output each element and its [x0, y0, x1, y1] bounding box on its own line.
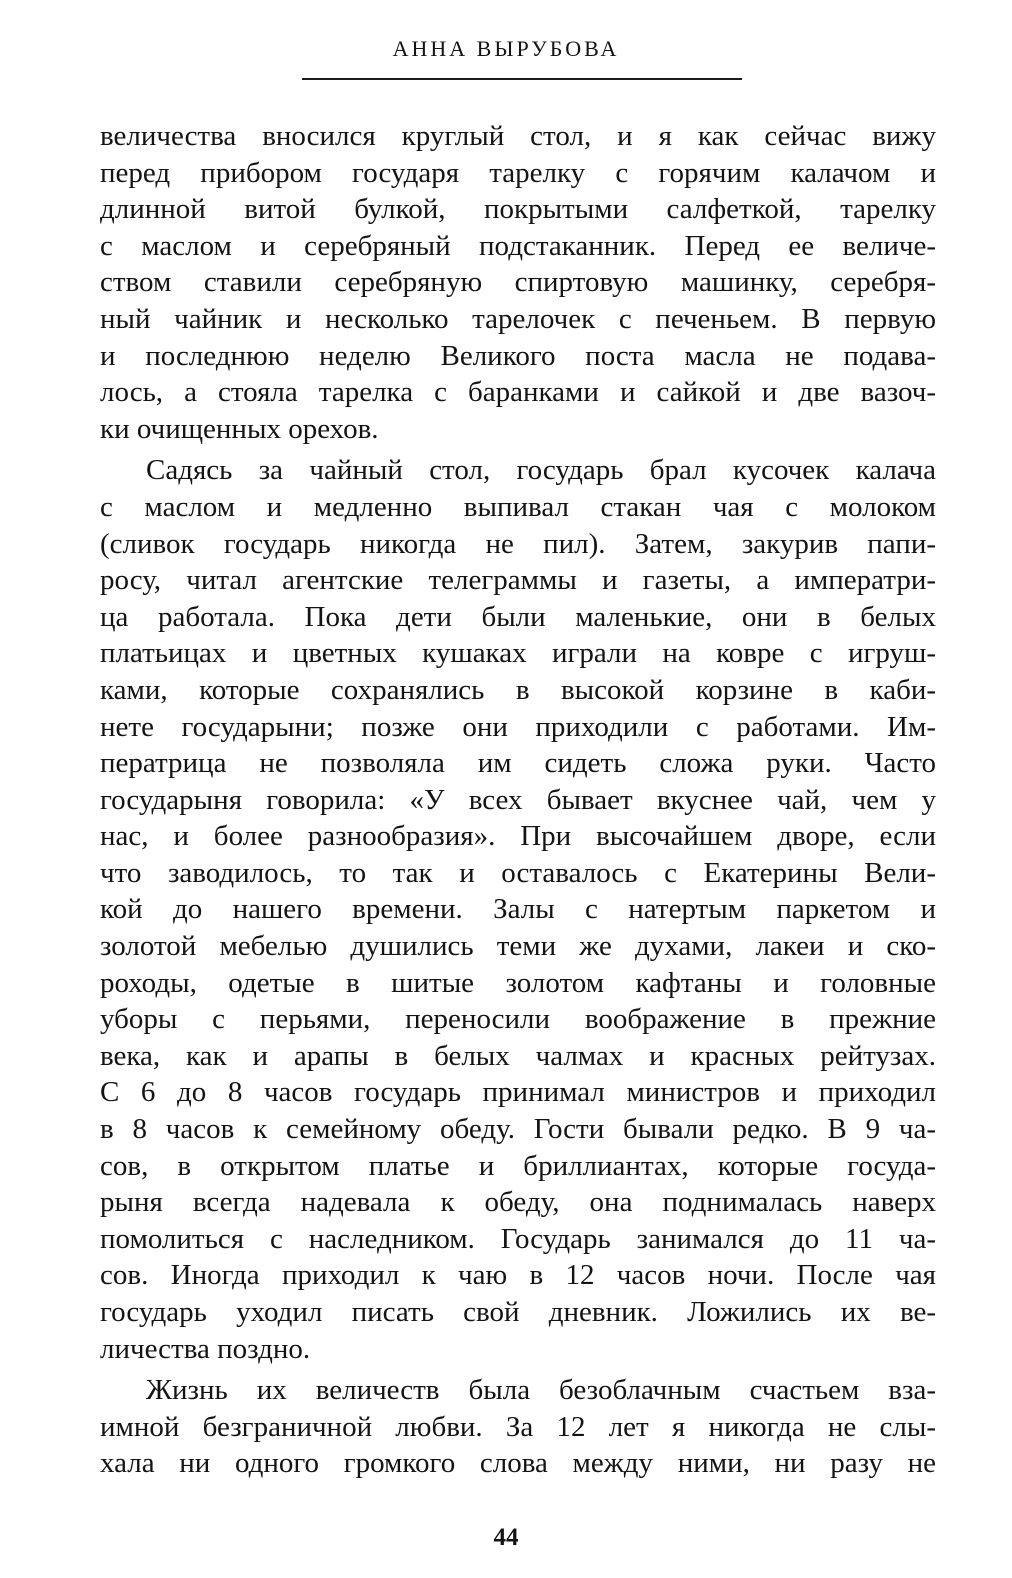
text-line: длинной витой булкой, покрытыми салфеткой, тарелку	[100, 193, 936, 226]
text-line: хала ни одного громкого слова между ними, ни разу не	[100, 1447, 936, 1480]
text-line: золотой мебелью душились теми же духами, лакеи и ско-	[100, 930, 936, 963]
paragraph-1	[100, 118, 936, 447]
text-line: в 8 часов к семейному обеду. Гости бывали редко. В 9 ча-	[100, 1113, 936, 1146]
text-line: ками, которые сохранялись в высокой корзине в каби-	[100, 673, 936, 706]
text-line: Садясь за чайный стол, государь брал кусочек калача	[146, 454, 936, 487]
text-line: кой до нашего времени. Залы с натертым паркетом и	[100, 893, 936, 926]
text-line: лось, а стояла тарелка с баранками и сайкой и две вазоч-	[100, 376, 936, 409]
text-line: государь уходил писать свой дневник. Ложились их ве-	[100, 1296, 936, 1328]
text-line: государыня говорила: «У всех бывает вкуснее чай, чем у	[100, 783, 936, 816]
text-line: ством ставили серебряную спиртовую машинку, серебря-	[100, 266, 936, 299]
text-line: ки очищенных орехов.	[100, 412, 379, 445]
text-line: уборы с перьями, переносили воображение в прежние	[100, 1003, 936, 1036]
text-line: роходы, одетые в шитые золотом кафтаны и головные	[100, 966, 936, 999]
text-line: ца работала. Пока дети были маленькие, они в белых	[100, 600, 936, 633]
paragraph-3	[100, 1372, 936, 1482]
paragraph-2	[100, 452, 936, 1367]
text-line: перед прибором государя тарелку с горячим калачом и	[100, 156, 936, 189]
text-line: и последнюю неделю Великого поста масла не подава-	[100, 339, 936, 372]
text-line: с маслом и серебряный подстаканник. Перед ее величе-	[100, 229, 936, 262]
text-line: сов. Иногда приходил к чаю в 12 часов ночи. После чая	[100, 1259, 936, 1292]
running-head: АННА ВЫРУБОВА	[392, 36, 620, 61]
text-line: нете государыни; позже они приходили с работами. Им-	[100, 710, 936, 743]
text-line: росу, читал агентские телеграммы и газеты, а императри-	[100, 564, 936, 597]
text-line: личества поздно.	[100, 1332, 311, 1365]
text-line: ный чайник и несколько тарелочек с печеньем. В первую	[100, 302, 936, 335]
page-number: 44	[493, 1524, 519, 1551]
text-line: Жизнь их величеств была безоблачным счастьем вза-	[146, 1374, 936, 1407]
text-line: имной безграничной любви. За 12 лет я никогда не слы-	[100, 1410, 936, 1443]
text-line: С 6 до 8 часов государь принимал министров и приходил	[100, 1076, 936, 1109]
text-line: рыня всегда надевала к обеду, она поднималась наверх	[100, 1186, 936, 1219]
header-rule	[302, 78, 742, 80]
text-line: величества вносился круглый стол, и я как сейчас вижу	[100, 120, 936, 152]
text-line: (сливок государь никогда не пил). Затем, закурив папи-	[100, 527, 936, 560]
text-line: века, как и арапы в белых чалмах и красных рейтузах.	[100, 1039, 936, 1072]
text-line: помолиться с наследником. Государь занимался до 11 ча-	[100, 1222, 936, 1255]
text-line: ператрица не позволяла им сидеть сложа руки. Часто	[100, 747, 936, 780]
text-line: сов, в открытом платье и бриллиантах, которые госуда-	[100, 1149, 936, 1182]
text-line: с маслом и медленно выпивал стакан чая с молоком	[100, 490, 936, 523]
body-text	[100, 118, 936, 1482]
text-line: что заводилось, то так и оставалось с Екатерины Вели-	[100, 856, 936, 889]
text-line: платьицах и цветных кушаках играли на ковре с игруш-	[100, 637, 936, 670]
text-line: нас, и более разнообразия». При высочайшем дворе, если	[100, 820, 936, 853]
